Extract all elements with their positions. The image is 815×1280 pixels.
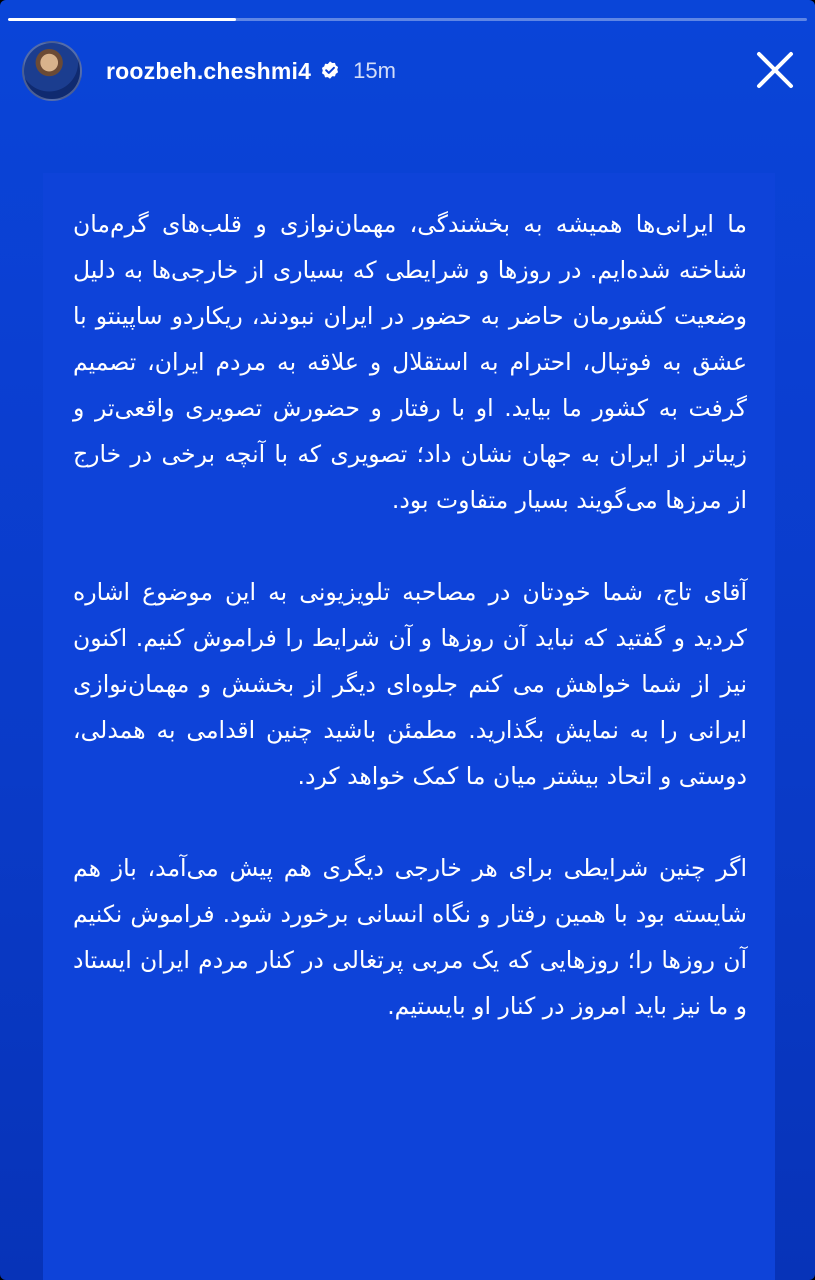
post-time: 15m — [353, 58, 396, 83]
close-button[interactable] — [753, 48, 797, 92]
close-icon — [755, 50, 795, 90]
paragraph-1: ما ایرانی‌ها همیشه به بخشندگی، مهمان‌نوازی و قلب‌های گرم‌مان شناخته شده‌ایم. در روزها و شرایطی که بسیاری از خارجی‌ها به دلیل وضعیت کشورمان حاضر به حضور در ایران نبودند، ریکاردو ساپینتو با عشق به فوتبال، احترام به استقلال و علاقه به مردم ایران، تصمیم گرفت به کشور ما بیاید. او با رفتار و حضورش تصویری واقعی‌تر و زیباتر از ایران به جهان نشان داد؛ تصویری که با آنچه برخی در خارج از مرزها می‌گویند بسیار متفاوت بود. — [73, 210, 747, 514]
story-progress-fill — [8, 18, 236, 21]
username[interactable]: roozbeh.cheshmi4 — [106, 57, 312, 84]
story-progress-bar — [8, 18, 807, 21]
verified-badge-icon — [319, 60, 341, 82]
story-text-card — [43, 173, 775, 1280]
paragraph-3: اگر چنین شرایطی برای هر خارجی دیگری هم پیش می‌آمد، باز هم شایسته بود با همین رفتار و نگاه انسانی برخورد شود. فراموش نکنیم آن روزها را؛ روزهایی که یک مربی پرتغالی در کنار مردم ایران ایستاد و ما نیز باید امروز در کنار او بایستیم. — [73, 854, 747, 1020]
paragraph-2: آقای تاج، شما خودتان در مصاحبه تلویزیونی به این موضوع اشاره کردید و گفتید که نباید آن روزها و آن شرایط را فراموش کنیم. اکنون نیز از شما خواهش می کنم جلوه‌ای دیگر از بخشش و مهمان‌نوازی ایرانی را به نمایش بگذارید. مطمئن باشید چنین اقدامی به همدلی، دوستی و اتحاد بیشتر میان ما کمک خواهد کرد. — [73, 578, 747, 790]
avatar[interactable] — [22, 41, 82, 101]
story-header — [22, 40, 797, 102]
